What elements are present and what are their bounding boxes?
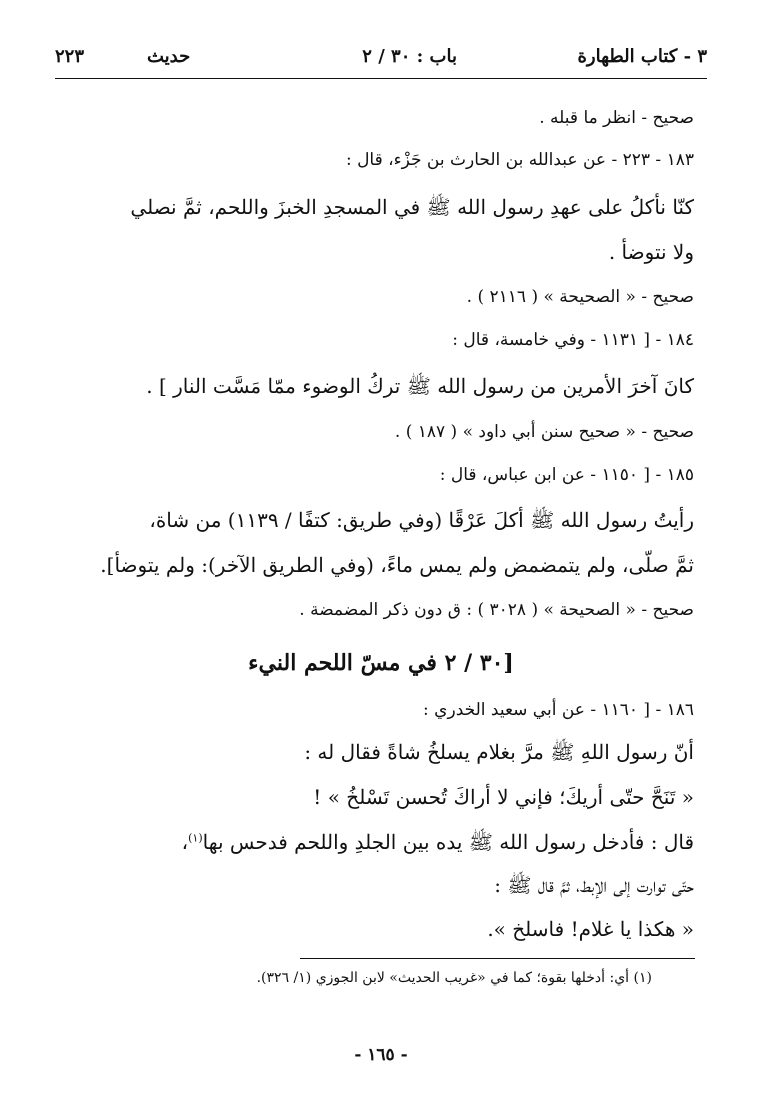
footnote: (١) أي: أدخلها بقوة؛ كما في «غريب الحديث» لابن الجوزي (١/ ٣٢٦). bbox=[256, 970, 652, 986]
text-line: « تَنَحَّ حتّى أريكَ؛ فإني لا أراكَ تُحسن تَسْلخُ » ! bbox=[313, 785, 694, 809]
text-line: ١٨٦ - [ ١١٦٠ - عن أبي سعيد الخدري : bbox=[423, 700, 694, 720]
text-line: « هكذا يا غلام! فاسلخ ». bbox=[487, 917, 694, 941]
header-divider bbox=[55, 78, 707, 79]
header-chapter: ٣ - كتاب الطهارة bbox=[577, 46, 707, 67]
header-bab: باب : ٣٠ / ٢ bbox=[362, 46, 457, 67]
text-line: كانَ آخرَ الأمرين من رسول الله ﷺ تركُ الوضوء ممّا مَسَّت النار ] . bbox=[146, 374, 694, 398]
footnote-divider bbox=[300, 958, 695, 959]
page-number: - ١٦٥ - bbox=[354, 1045, 408, 1065]
text-line: ثمَّ صلّى، ولم يتمضمض ولم يمس ماءً، (وفي الطريق الآخر): ولم يتوضأ]. bbox=[100, 553, 694, 577]
text-line: صحيح - انظر ما قبله . bbox=[539, 108, 694, 128]
text-line: صحيح - « الصحيحة » ( ٢١١٦ ) . bbox=[466, 287, 694, 307]
text-line: حتّى توارت إلى الإبط، ثمَّ قال ﷺ : bbox=[494, 873, 694, 897]
footnote-marker: (١) bbox=[188, 831, 203, 845]
text-line: ١٨٤ - [ ١١٣١ - وفي خامسة، قال : bbox=[452, 330, 694, 350]
text-line-suffix: ، bbox=[181, 830, 189, 854]
text-line-body: قال : فأدخل رسول الله ﷺ يده بين الجلدِ واللحم فدحس بها bbox=[202, 830, 694, 854]
text-line: صحيح - « صحيح سنن أبي داود » ( ١٨٧ ) . bbox=[394, 422, 694, 442]
text-line bbox=[58, 830, 694, 859]
running-header bbox=[55, 40, 707, 76]
header-hadith-number: ٢٢٣ bbox=[55, 46, 85, 67]
text-line: ١٨٣ - ٢٢٣ - عن عبدالله بن الحارث بن جَزْء، قال : bbox=[345, 150, 694, 170]
text-line: رأيتُ رسول الله ﷺ أكلَ عَرْقًا (وفي طريق: كتفًا / ١١٣٩) من شاة، bbox=[149, 508, 694, 532]
header-hadith-label: حديث bbox=[147, 46, 191, 67]
text-line: أنّ رسول اللهِ ﷺ مرَّ بغلام يسلخُ شاةً فقال له : bbox=[304, 740, 694, 764]
text-line: صحيح - « الصحيحة » ( ٣٠٢٨ ) : ق دون ذكر المضمضة . bbox=[299, 600, 694, 620]
text-line: ولا نتوضأ . bbox=[608, 240, 694, 264]
text-line: ١٨٥ - [ ١١٥٠ - عن ابن عباس، قال : bbox=[439, 465, 694, 485]
section-title: [٣٠ / ٢ في مسّ اللحم النيء bbox=[248, 650, 514, 676]
text-line: كنّا نأكلُ على عهدِ رسول الله ﷺ في المسجدِ الخبزَ واللحم، ثمَّ نصلي bbox=[130, 195, 694, 219]
